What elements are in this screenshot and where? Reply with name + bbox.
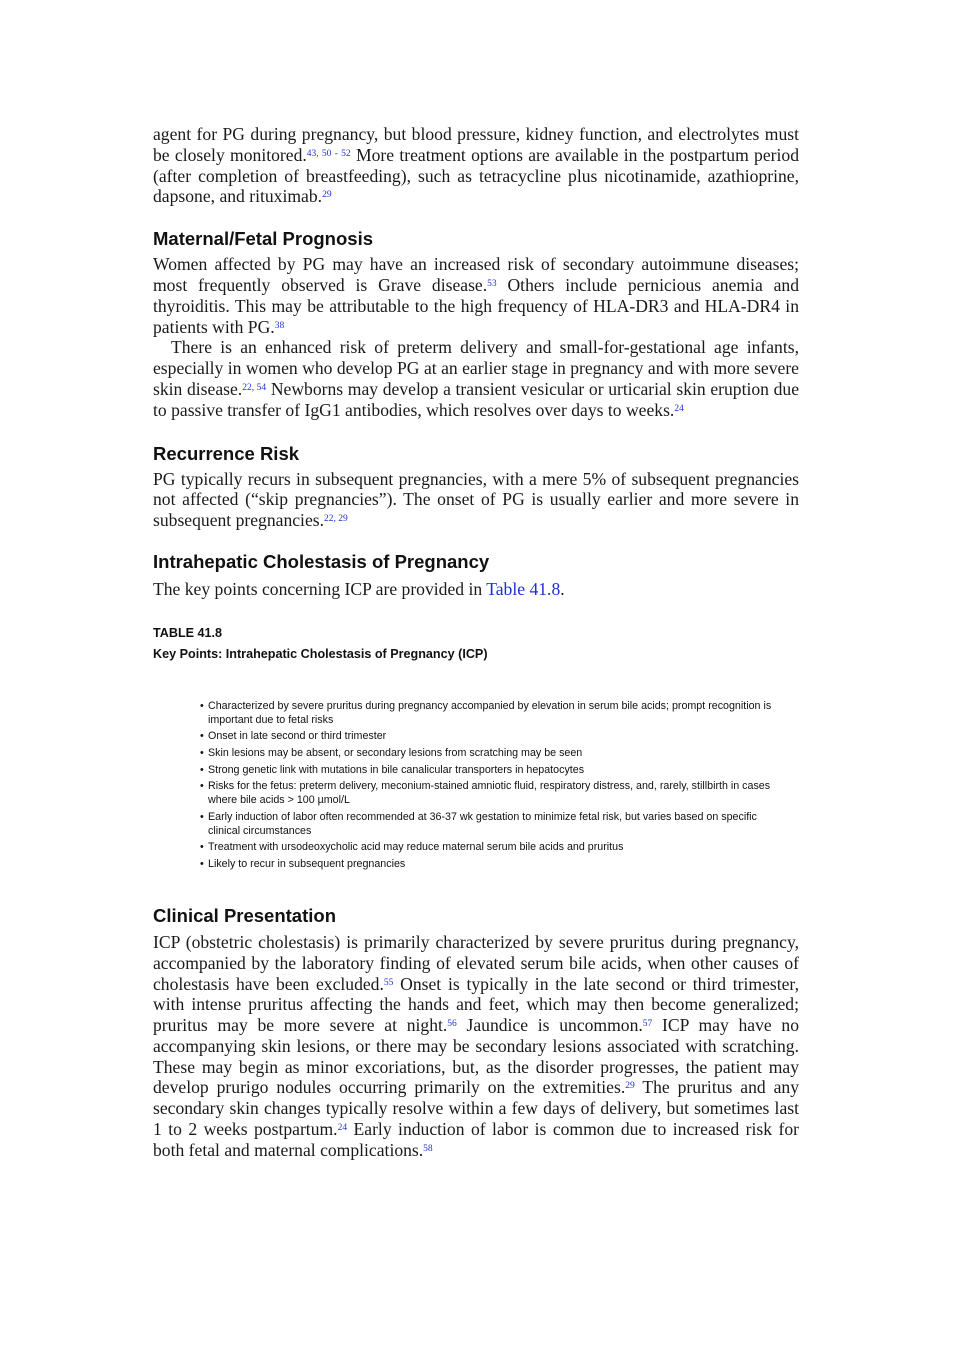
list-item: • Early induction of labor often recommended at 36-37 wk gestation to minimize fetal risk, but varies based on specific clinical circumstances	[200, 810, 790, 838]
heading-recurrence-risk: Recurrence Risk	[153, 442, 300, 464]
text-run: Women affected by PG may have an increased risk of secondary autoimmune diseases; most frequently observed is Grave disease.	[153, 254, 799, 295]
text-run: The pruritus and any secondary skin changes typically resolve within a few days of delivery, but sometimes last 1 to 2 weeks postpartum.	[153, 1077, 800, 1140]
heading-clinical-presentation: Clinical Presentation	[153, 904, 336, 926]
citation-ref[interactable]: 29	[322, 190, 332, 201]
text-run: Jaundice is uncommon.	[456, 1015, 643, 1036]
key-points-list	[200, 699, 790, 871]
citation-ref[interactable]: 43, 50 - 52	[306, 148, 351, 159]
text-run: The key points concerning ICP are provided in	[153, 578, 487, 599]
paragraph-autoimmune	[153, 254, 799, 337]
list-item: • Strong genetic link with mutations in bile canalicular transporters in hepatocytes	[200, 763, 790, 777]
citation-ref[interactable]: 55	[383, 977, 394, 988]
text-run: Onset is typically in the late second or third trimester, with intense pruritus affecting the hands and feet, which may then become generalized; pruritus may be more severe at night.	[153, 973, 799, 1036]
text-run: PG typically recurs in subsequent pregnancies, with a mere 5% of subsequent pregnancies not affected (“skip pregnancies”). The onset of PG is usually earlier and more severe in subsequent pregnancies.	[153, 468, 799, 531]
table-title: Key Points: Intrahepatic Cholestasis of Pregnancy (ICP)	[153, 646, 488, 661]
text-run: Newborns may develop a transient vesicular or urticarial skin eruption due to passive transfer of IgG1 antibodies, which resolves over days to weeks.	[153, 378, 800, 420]
citation-ref[interactable]: 57	[642, 1019, 653, 1030]
text-run: Others include pernicious anemia and thyroiditis. This may be attributable to the high frequency of HLA-DR3 and HLA-DR4 in patients with PG.	[153, 274, 800, 337]
text-run: .	[560, 578, 565, 599]
citation-ref[interactable]: 53	[487, 278, 497, 289]
citation-ref[interactable]: 22, 54	[242, 382, 267, 393]
paragraph-preterm-risk	[153, 337, 799, 420]
paragraph-recurrence	[153, 469, 799, 531]
list-item: • Risks for the fetus: preterm delivery, meconium-stained amniotic fluid, respiratory distress, and, rarely, stillbirth in cases where bile acids > 100 µmol/L	[200, 779, 790, 807]
text-run: There is an enhanced risk of preterm delivery and small-for-gestational age infants, especially in women who develop PG at an earlier stage in pregnancy and with more severe skin disease.	[153, 337, 799, 399]
heading-maternal-fetal-prognosis: Maternal/Fetal Prognosis	[153, 228, 373, 250]
citation-ref[interactable]: 22, 29	[324, 514, 348, 525]
list-item: • Treatment with ursodeoxycholic acid may reduce maternal serum bile acids and pruritus	[200, 840, 790, 854]
list-item: • Characterized by severe pruritus during pregnancy accompanied by elevation in serum bile acids; prompt recognition is important due to fetal risks	[200, 699, 790, 727]
text-run: ICP (obstetric cholestasis) is primarily characterized by severe pruritus during pregnancy, accompanied by the laboratory finding of elevated serum bile acids, when other causes of cholestasis have been excluded.	[153, 931, 799, 994]
heading-intrahepatic-cholestasis: Intrahepatic Cholestasis of Pregnancy	[153, 550, 490, 572]
citation-ref[interactable]: 24	[337, 1123, 348, 1134]
text-run: Early induction of labor is common due to increased risk for both fetal and maternal complications.	[153, 1119, 800, 1160]
citation-ref[interactable]: 58	[423, 1143, 433, 1154]
citation-ref[interactable]: 24	[674, 403, 684, 414]
table-number: TABLE 41.8	[153, 625, 223, 640]
citation-ref[interactable]: 38	[274, 320, 285, 331]
text-run: ICP may have no accompanying skin lesions, or there may be secondary lesions associated with scratching. These may begin as minor excoriations, but, as the disorder progresses, the patient may develop prurigo nodules occurring primarily on the extremities.	[153, 1015, 799, 1098]
text-run: agent for PG during pregnancy, but blood pressure, kidney function, and electrolytes must be closely monitored.	[153, 124, 799, 165]
text-run: More treatment options are available in the postpartum period (after completion of breastfeeding), such as tetracycline plus nicotinamide, azathioprine, dapsone, and rituximab.	[153, 144, 799, 207]
table-link[interactable]: Table 41.8	[486, 578, 561, 599]
citation-ref[interactable]: 29	[625, 1081, 635, 1092]
document-page	[153, 124, 799, 1161]
citation-ref[interactable]: 56	[447, 1019, 457, 1030]
list-item: • Onset in late second or third trimester	[200, 729, 790, 743]
list-item: • Skin lesions may be absent, or secondary lesions from scratching may be seen	[200, 746, 790, 760]
paragraph-treatment	[153, 124, 799, 207]
paragraph-icp-intro	[153, 579, 799, 600]
paragraph-clinical	[153, 932, 799, 1161]
list-item: • Likely to recur in subsequent pregnancies	[200, 857, 790, 871]
